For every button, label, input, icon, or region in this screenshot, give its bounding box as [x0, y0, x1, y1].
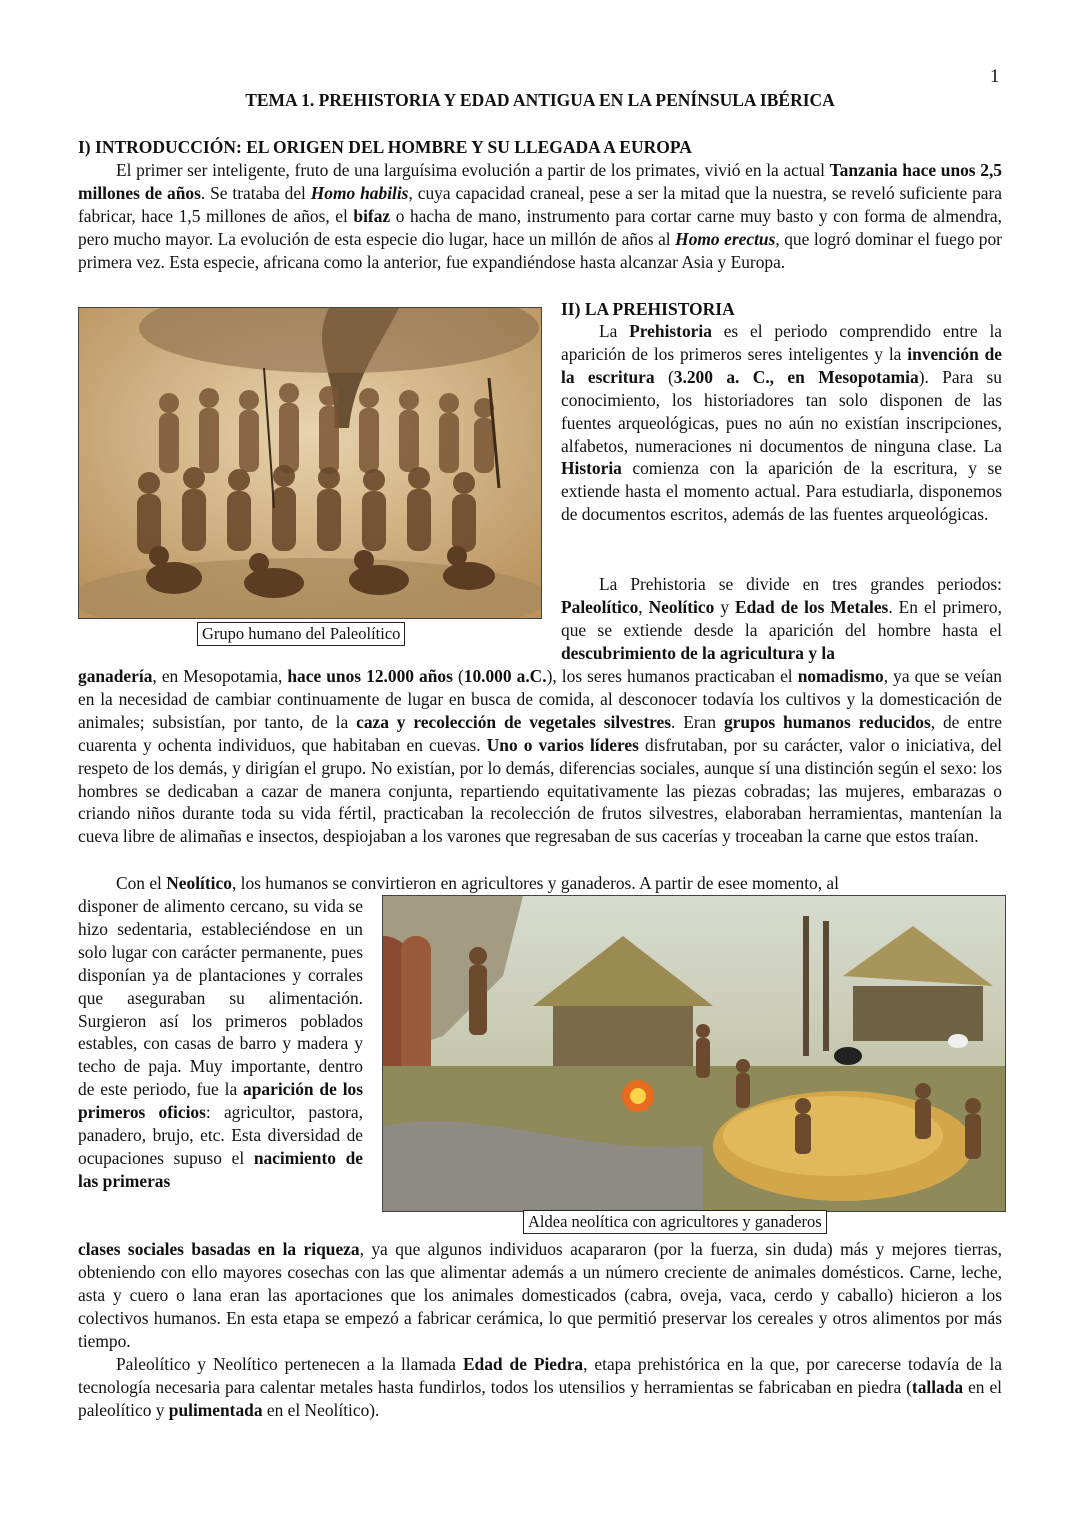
paragraph-introduccion: El primer ser inteligente, fruto de una larguísima evolución a partir de los primates, vivió en la actual Tanzania hace unos 2,5 millones de años. Se trataba del Homo habilis, cuya capacidad craneal, pese a ser la mitad que la nuestra, se reveló suficiente para fabricar, hace 1,5 millones de años, el bifaz o hacha de mano, instrumento para cortar carne muy basto y con forma de almendra, pero mucho mayor. La evolución de esta especie dio lugar, hace un millón de años al Homo erectus, que logró dominar el fuego por primera vez. Esta especie, africana como la anterior, fue expandiéndose hasta alcanzar Asia y Europa. [78, 160, 1002, 272]
figure-caption-neolitico: Aldea neolítica con agricultores y ganaderos [523, 1210, 827, 1234]
page-number: 1 [990, 66, 1000, 87]
paleolithic-group-illustration [78, 307, 542, 619]
paragraph-clases-sociales: clases sociales basadas en la riqueza, ya que algunos individuos acapararon (por la fuerza, sin duda) más y mejores tierras, obteniendo con ello mayores cosechas con las que alimentar además a un número creciente de animales domésticos. Carne, leche, asta y cuero o lana eran las aportaciones que los animales domesticados (cabra, oveja, vaca, cerdo y caballo) hicieron a los colectivos humanos. En esta etapa se empezó a fabricar cerámica, lo que permitió preservar los cereales y otros alimentos por más tiempo. [78, 1239, 1002, 1351]
paleolithic-group-drawing [79, 308, 541, 618]
paragraph-neolitico-inicio: Con el Neolítico, los humanos se convirtieron en agricultores y ganaderos. A partir de esee momento, al [116, 873, 839, 893]
figure-caption-paleolitico: Grupo humano del Paleolítico [197, 622, 405, 646]
paragraph-periodos-inicio: La Prehistoria se divide en tres grandes periodos: Paleolítico, Neolítico y Edad de los Metales. En el primero, que se extiende desde la aparición del hombre hasta el descubrimiento de la agricultura y la [561, 574, 1002, 663]
section-heading-prehistoria: II) LA PREHISTORIA [561, 299, 735, 319]
paragraph-prehistoria-definicion: La Prehistoria es el periodo comprendido entre la aparición de los primeros seres inteligentes y la invención de la escritura (3.200 a. C., en Mesopotamia). Para su conocimiento, los historiadores tan solo disponen de las fuentes arqueológicas, pues no aún no existían inscripciones, alfabetos, numeraciones ni documentos de ninguna clase. La Historia comienza con la aparición de la escritura, y se extiende hasta el momento actual. Para estudiarla, disponemos de documentos escritos, además de las fuentes arqueológicas. [561, 321, 1003, 525]
paragraph-edad-de-piedra: Paleolítico y Neolítico pertenecen a la llamada Edad de Piedra, etapa prehistórica en la que, por carecerse todavía de la tecnología necesaria para calentar metales hasta fundirlos, todos los utensilios y herramientas se fabricaban en piedra (tallada en el paleolítico y pulimentada en el Neolítico). [78, 1354, 1003, 1420]
section-heading-introduccion: I) INTRODUCCIÓN: EL ORIGEN DEL HOMBRE Y SU LLEGADA A EUROPA [78, 137, 692, 157]
neolithic-village-drawing [383, 896, 1005, 1211]
paragraph-neolitico-columna: disponer de alimento cercano, su vida se hizo sedentaria, estableciéndose en un solo lugar con carácter permanente, pues disponían ya de plantaciones y corrales que aseguraban su alimentación. Surgieron así los primeros poblados estables, con casas de barro y madera y techo de paja. Muy importante, dentro de este periodo, fue la aparición de los primeros oficios: agricultor, pastora, panadero, brujo, etc. Esta diversidad de ocupaciones supuso el nacimiento de las primeras [78, 896, 363, 1191]
neolithic-village-illustration [382, 895, 1006, 1212]
paragraph-paleolitico: ganadería, en Mesopotamia, hace unos 12.000 años (10.000 a.C.), los seres humanos practicaban el nomadismo, ya que se veían en la necesidad de cambiar continuamente de lugar en busca de comida, al desconocer todavía los cultivos y la domesticación de animales; subsistían, por tanto, de la caza y recolección de vegetales silvestres. Eran grupos humanos reducidos, de entre cuarenta y ochenta individuos, que habitaban en cuevas. Uno o varios líderes disfrutaban, por su carácter, valor o iniciativa, del respeto de los demás, y dirigían el grupo. No existían, por lo demás, diferencias sociales, aunque sí una distinción según el sexo: los hombres se dedicaban a cazar de manera conjunta, repartiendo equitativamente las piezas cobradas; las mujeres, embarazas o criando niños durante toda su vida fértil, practicaban la recolección de frutos silvestres, elaboraban herramientas, mantenían la cueva libre de alimañas e insectos, despiojaban a los varones que regresaban de sus cacerías y troceaban la carne que estos traían. [78, 666, 1002, 847]
document-title: TEMA 1. PREHISTORIA Y EDAD ANTIGUA EN LA PENÍNSULA IBÉRICA [245, 90, 835, 110]
